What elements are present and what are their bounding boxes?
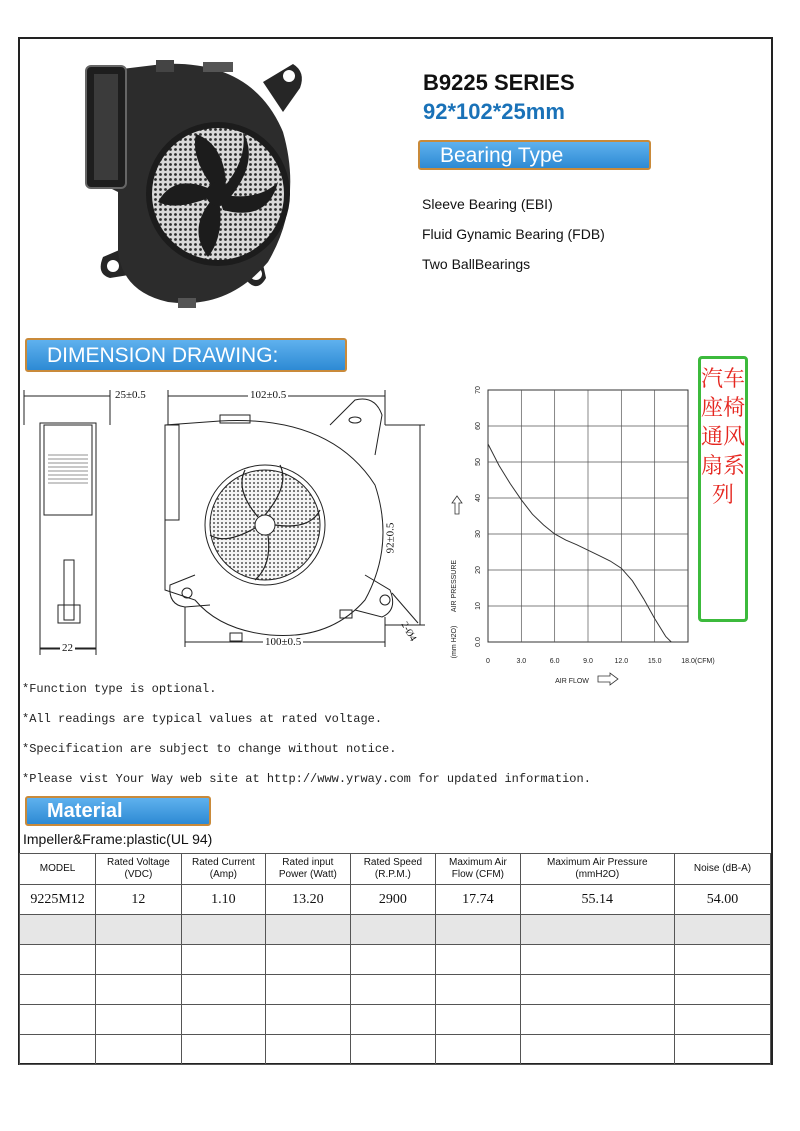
- table-cell: 55.14: [520, 885, 674, 915]
- table-cell: [520, 975, 674, 1005]
- series-title: B9225 SERIES: [423, 70, 575, 95]
- header-rated-voltage: [96, 854, 182, 885]
- material-heading: Material: [25, 796, 211, 826]
- product-series-chinese-label: 汽车座椅通风扇系列: [698, 356, 748, 622]
- table-cell: [436, 945, 520, 975]
- dim-height-label: 92±0.5: [384, 522, 397, 554]
- series-size: 92*102*25mm: [423, 99, 565, 124]
- table-row: [20, 975, 771, 1005]
- bearing-item-ball: Two BallBearings: [422, 256, 531, 272]
- table-cell: [96, 975, 182, 1005]
- table-row: [20, 1035, 771, 1065]
- spec-table-header: [20, 854, 771, 885]
- chart-y-tick-label: 40: [475, 494, 482, 502]
- table-cell: [20, 945, 96, 975]
- dim-side-label: 22: [62, 642, 73, 654]
- table-cell: [181, 975, 265, 1005]
- header-line: (VDC): [124, 869, 153, 880]
- table-cell: [520, 1005, 674, 1035]
- note-specification: *Specification are subject to change without notice.: [22, 742, 397, 756]
- chart-y-unit: (mm H2O): [451, 625, 458, 659]
- header-model: [20, 854, 96, 885]
- table-cell: [436, 1005, 520, 1035]
- table-cell: [674, 915, 770, 945]
- header-line: Maximum Air Pressure: [547, 857, 648, 868]
- table-cell: [96, 1035, 182, 1065]
- chart-y-tick-label: 30: [475, 530, 482, 538]
- header-line: Rated input: [282, 857, 334, 868]
- bearing-item-sleeve: Sleeve Bearing (EBI): [422, 196, 553, 212]
- chart-x-tick-label: 18.0(CFM): [681, 658, 715, 665]
- header-line: Noise (dB-A): [693, 863, 752, 874]
- table-cell: [674, 1005, 770, 1035]
- table-cell: [181, 915, 265, 945]
- table-cell: [181, 945, 265, 975]
- chart-x-tick-label: 12.0: [614, 658, 629, 665]
- dim-thickness-label: 25±0.5: [115, 389, 146, 401]
- table-cell: [96, 945, 182, 975]
- header-max-air-pressure: [520, 854, 674, 885]
- note-function: *Function type is optional.: [22, 682, 217, 696]
- table-cell: [20, 915, 96, 945]
- table-cell: [436, 1035, 520, 1065]
- table-cell: [266, 975, 350, 1005]
- chart-y-tick-label: 50: [475, 458, 482, 466]
- chart-x-tick-label: 6.0: [549, 658, 560, 665]
- chart-y-axis-label: AIR PRESSURE: [451, 559, 458, 613]
- chart-grid: [488, 390, 688, 642]
- table-cell: [266, 915, 350, 945]
- table-cell: 2900: [350, 885, 436, 915]
- table-cell: [266, 1035, 350, 1065]
- header-line: MODEL: [39, 863, 76, 874]
- header-line: Rated Speed: [363, 857, 423, 868]
- table-cell: [520, 915, 674, 945]
- header-line: Rated Current: [191, 857, 255, 868]
- table-cell: [20, 1005, 96, 1035]
- table-cell: [350, 975, 436, 1005]
- table-cell: [436, 915, 520, 945]
- material-description: Impeller&Frame:plastic(UL 94): [23, 831, 213, 847]
- dim-width-label: 102±0.5: [250, 389, 287, 401]
- table-cell: 9225M12: [20, 885, 96, 915]
- header-line: (R.P.M.): [374, 869, 411, 880]
- chart-x-tick-label: 15.0: [647, 658, 662, 665]
- header-line: Flow (CFM): [451, 869, 504, 880]
- table-cell: 54.00: [674, 885, 770, 915]
- table-cell: [674, 945, 770, 975]
- table-cell: [181, 1035, 265, 1065]
- dim-hole-label: 2-Ø4: [398, 620, 419, 644]
- header-line: Power (Watt): [278, 869, 337, 880]
- chart-y-tick-label: 70: [475, 386, 482, 394]
- note-website: *Please vist Your Way web site at http://www.yrway.com for updated information.: [22, 772, 591, 786]
- chart-y-tick-label: 0.0: [475, 637, 482, 647]
- header-max-air-flow: [436, 854, 520, 885]
- fan-product-photo: [78, 52, 308, 322]
- chart-y-tick-label: 20: [475, 566, 482, 574]
- table-cell: [350, 915, 436, 945]
- table-row: [20, 885, 771, 915]
- chart-curve-series: [488, 444, 671, 642]
- table-cell: [674, 975, 770, 1005]
- note-readings: *All readings are typical values at rated voltage.: [22, 712, 383, 726]
- chart-x-arrow-icon: [598, 673, 618, 685]
- table-cell: [266, 1005, 350, 1035]
- table-row: [20, 915, 771, 945]
- table-cell: [350, 1005, 436, 1035]
- header-line: (mmH2O): [575, 869, 620, 880]
- bearing-type-heading: Bearing Type: [418, 140, 651, 170]
- chart-x-tick-label: 9.0: [583, 658, 593, 665]
- header-line: Rated Voltage: [106, 857, 170, 868]
- header-line: (Amp): [209, 869, 238, 880]
- spec-table: [19, 853, 771, 1065]
- chart-x-axis-label: AIR FLOW: [555, 678, 589, 685]
- table-cell: [350, 945, 436, 975]
- table-cell: 1.10: [181, 885, 265, 915]
- table-cell: [20, 1035, 96, 1065]
- table-cell: [96, 915, 182, 945]
- table-cell: [96, 1005, 182, 1035]
- table-cell: [674, 1035, 770, 1065]
- table-cell: [20, 975, 96, 1005]
- table-cell: 13.20: [266, 885, 350, 915]
- table-cell: 12: [96, 885, 182, 915]
- chart-ticks: [475, 386, 715, 665]
- chart-y-tick-label: 10: [475, 602, 482, 610]
- header-rated-speed: [350, 854, 436, 885]
- side-view-drawing: [22, 385, 157, 660]
- chart-x-tick-label: 3.0: [516, 658, 527, 665]
- bearing-item-fluid: Fluid Gynamic Bearing (FDB): [422, 226, 605, 242]
- table-cell: [266, 945, 350, 975]
- table-cell: [520, 945, 674, 975]
- table-cell: [520, 1035, 674, 1065]
- performance-chart: [440, 378, 730, 693]
- header-rated-power: [266, 854, 350, 885]
- table-row: [20, 1005, 771, 1035]
- table-cell: [436, 975, 520, 1005]
- dimension-drawing-heading: DIMENSION DRAWING:: [25, 338, 347, 372]
- chart-y-arrow-icon: [452, 496, 462, 514]
- header-noise: [674, 854, 770, 885]
- table-cell: 17.74: [436, 885, 520, 915]
- dim-mount-label: 100±0.5: [265, 636, 302, 648]
- chart-y-tick-label: 60: [475, 422, 482, 430]
- table-cell: [181, 1005, 265, 1035]
- table-cell: [350, 1035, 436, 1065]
- table-row: [20, 945, 771, 975]
- chart-x-tick-label: 0: [486, 658, 490, 665]
- header-line: Maximum Air: [448, 857, 507, 868]
- header-rated-current: [181, 854, 265, 885]
